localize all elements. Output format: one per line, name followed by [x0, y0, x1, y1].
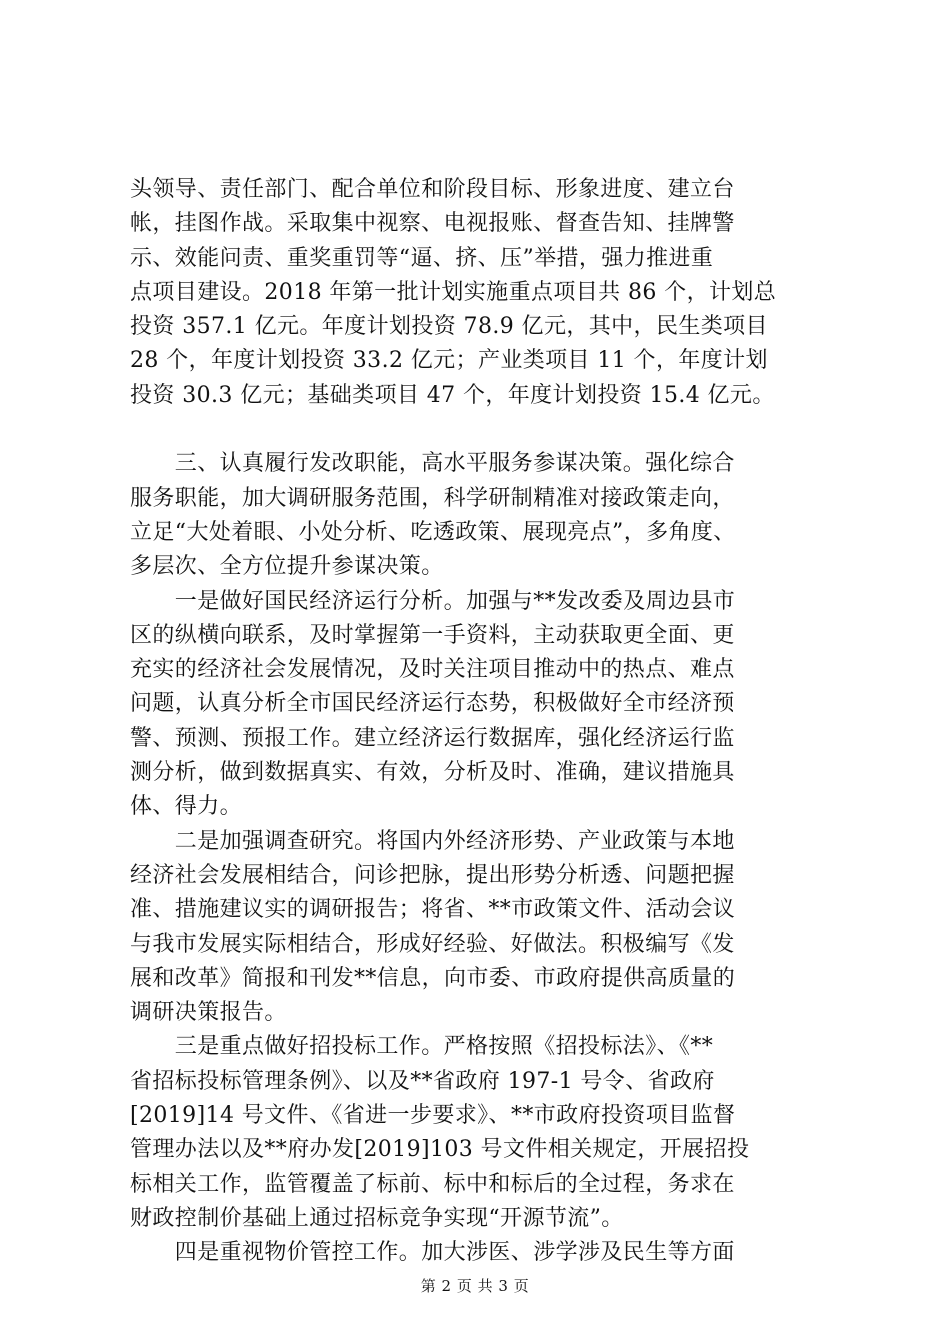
text-line: 帐，挂图作战。采取集中视察、电视报账、督查告知、挂牌警: [130, 211, 735, 237]
section-three: [130, 447, 830, 1270]
paragraph-project-investment: [130, 173, 830, 413]
text-line: 测分析，做到数据真实、有效，分析及时、准确，建议措施具: [130, 760, 735, 786]
text-line: 管理办法以及**府办发[2019]103 号文件相关规定，开展招投: [130, 1137, 750, 1163]
text-line: 展和改革》简报和刊发**信息，向市委、市政府提供高质量的: [130, 965, 736, 991]
text-line: 准、措施建议实的调研报告；将省、**市政策文件、活动会议: [130, 897, 736, 923]
text-line: 体、得力。: [130, 794, 243, 820]
text-line: 与我市发展实际相结合，形成好经验、好做法。积极编写《发: [130, 931, 735, 957]
text-line: 头领导、责任部门、配合单位和阶段目标、形象进度、建立台: [130, 177, 735, 202]
text-line: 28 个，年度计划投资 33.2 亿元；产业类项目 11 个，年度计划: [130, 348, 768, 374]
text-line: 财政控制价基础上通过招标竞争实现“开源节流”。: [130, 1205, 624, 1231]
text-line: 投资 30.3 亿元；基础类项目 47 个，年度计划投资 15.4 亿元。: [130, 382, 775, 408]
text-line: 示、效能问责、重奖重罚等“逼、挤、压”举措，强力推进重: [130, 245, 714, 271]
text-line: 标相关工作，监管覆盖了标前、标中和标后的全过程，务求在: [130, 1171, 735, 1197]
text-line: 一是做好国民经济运行分析。加强与**发改委及周边县市: [130, 588, 736, 614]
text-line: 多层次、全方位提升参谋决策。: [130, 554, 444, 580]
page-footer: 第 2 页 共 3 页: [420, 1277, 530, 1295]
document-body: [130, 173, 830, 1271]
text-line: 四是重视物价管控工作。加大涉医、涉学涉及民生等方面: [130, 1240, 735, 1266]
text-line: [2019]14 号文件、《省进一步要求》、**市政府投资项目监督: [130, 1103, 736, 1129]
text-line: 三是重点做好招投标工作。严格按照《招投标法》、《**: [130, 1034, 714, 1060]
text-line: 经济社会发展相结合，问诊把脉，提出形势分析透、问题把握: [130, 862, 735, 888]
text-line: 服务职能，加大调研服务范围，科学研制精准对接政策走向，: [130, 485, 735, 511]
text-line: 省招标投标管理条例》、以及**省政府 197-1 号令、省政府: [130, 1068, 715, 1094]
text-line: 立足“大处着眼、小处分析、吃透政策、展现亮点”，多角度、: [130, 519, 736, 545]
text-line: 调研决策报告。: [130, 1000, 287, 1026]
text-line: 三、认真履行发改职能，高水平服务参谋决策。强化综合: [130, 451, 735, 477]
text-line: 投资 357.1 亿元。年度计划投资 78.9 亿元，其中，民生类项目: [130, 314, 768, 340]
text-line: 警、预测、预报工作。建立经济运行数据库，强化经济运行监: [130, 725, 735, 751]
text-line: 充实的经济社会发展情况，及时关注项目推动中的热点、难点: [130, 657, 735, 683]
paragraph-gap: [130, 413, 830, 447]
text-line: 二是加强调查研究。将国内外经济形势、产业政策与本地: [130, 828, 735, 854]
text-line: 区的纵横向联系，及时掌握第一手资料，主动获取更全面、更: [130, 622, 735, 648]
text-line: 问题，认真分析全市国民经济运行态势，积极做好全市经济预: [130, 691, 735, 717]
text-line: 点项目建设。2018 年第一批计划实施重点项目共 86 个，计划总: [130, 279, 777, 305]
